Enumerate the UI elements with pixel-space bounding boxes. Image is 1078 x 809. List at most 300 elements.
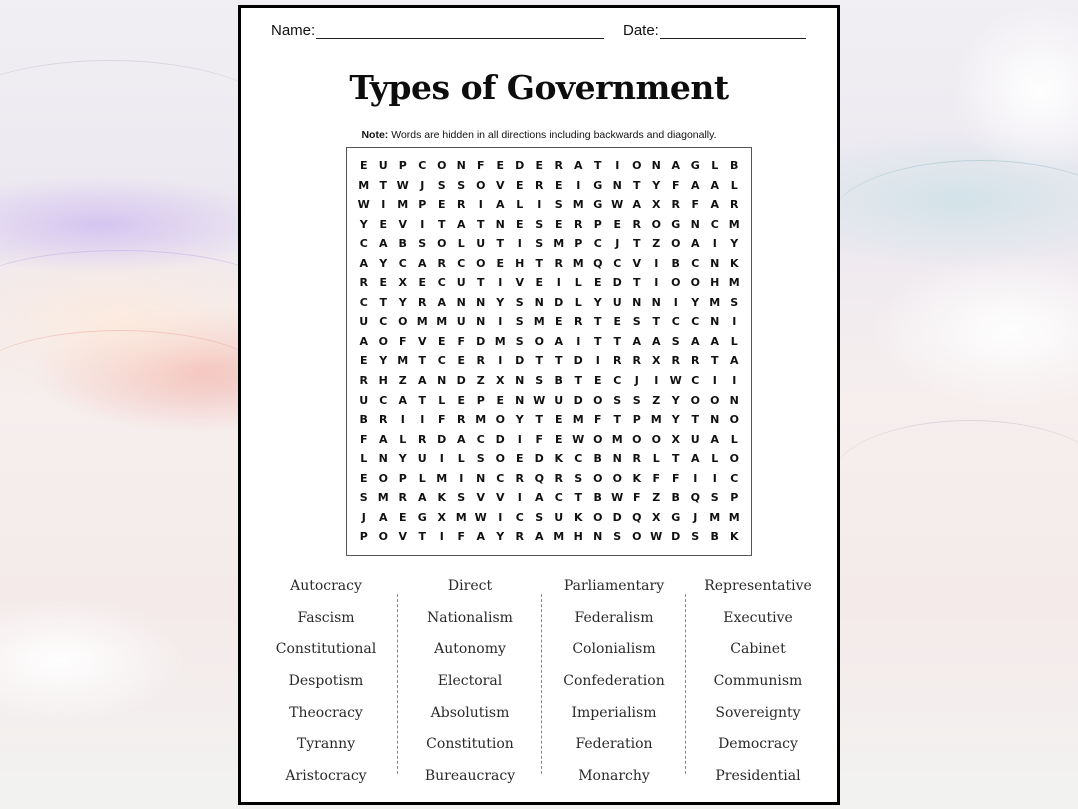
grid-letter[interactable]: D	[534, 452, 544, 466]
grid-letter[interactable]: I	[498, 510, 503, 524]
grid-letter[interactable]: T	[476, 276, 485, 290]
grid-letter[interactable]: X	[652, 198, 661, 212]
grid-letter[interactable]: I	[498, 276, 503, 290]
grid-letter[interactable]: E	[398, 510, 407, 524]
grid-letter[interactable]: F	[593, 413, 602, 427]
grid-letter[interactable]: G	[593, 178, 603, 192]
grid-letter[interactable]: F	[457, 530, 465, 544]
grid-letter[interactable]: S	[554, 198, 563, 212]
grid-letter[interactable]: X	[652, 354, 661, 368]
grid-letter[interactable]: F	[652, 471, 660, 485]
grid-letter[interactable]: A	[710, 198, 719, 212]
grid-letter[interactable]: Y	[515, 413, 524, 427]
grid-letter[interactable]: A	[456, 217, 466, 231]
grid-letter[interactable]: G	[690, 159, 700, 172]
grid-letter[interactable]: R	[398, 491, 407, 505]
grid-letter[interactable]: C	[476, 432, 485, 446]
grid-letter[interactable]: S	[671, 334, 680, 348]
grid-letter[interactable]: N	[612, 452, 622, 466]
grid-letter[interactable]: O	[398, 315, 408, 329]
grid-letter[interactable]: O	[593, 510, 603, 524]
grid-letter[interactable]: E	[554, 217, 563, 231]
grid-letter[interactable]: F	[671, 178, 680, 192]
grid-letter[interactable]: G	[671, 217, 681, 231]
grid-letter[interactable]: I	[439, 452, 444, 466]
grid-letter[interactable]: X	[398, 276, 407, 290]
grid-letter[interactable]: C	[457, 256, 466, 270]
grid-letter[interactable]: N	[632, 295, 642, 309]
grid-letter[interactable]: O	[476, 178, 486, 192]
grid-letter[interactable]: I	[712, 237, 717, 251]
grid-letter[interactable]: D	[456, 374, 466, 388]
grid-letter[interactable]: T	[671, 452, 680, 466]
grid-letter[interactable]: Z	[652, 393, 661, 407]
grid-letter[interactable]: S	[515, 334, 524, 348]
grid-letter[interactable]: L	[730, 432, 738, 446]
grid-letter[interactable]: A	[417, 256, 427, 270]
grid-letter[interactable]: I	[439, 530, 444, 544]
grid-letter[interactable]: H	[573, 530, 583, 544]
grid-letter[interactable]: I	[498, 354, 503, 368]
grid-letter[interactable]: B	[554, 374, 563, 388]
grid-letter[interactable]: T	[593, 334, 602, 348]
grid-letter[interactable]: K	[632, 471, 642, 485]
grid-letter[interactable]: F	[437, 413, 446, 427]
grid-letter[interactable]: R	[437, 256, 446, 270]
grid-letter[interactable]: R	[515, 471, 524, 485]
grid-letter[interactable]: R	[574, 315, 583, 329]
grid-letter[interactable]: A	[710, 178, 719, 192]
grid-letter[interactable]: N	[612, 178, 622, 192]
grid-letter[interactable]: R	[359, 276, 368, 290]
grid-letter[interactable]: W	[669, 374, 682, 388]
grid-letter[interactable]: E	[554, 432, 563, 446]
grid-letter[interactable]: O	[378, 471, 388, 485]
grid-letter[interactable]: C	[710, 217, 719, 231]
grid-letter[interactable]: S	[418, 237, 427, 251]
grid-letter[interactable]: E	[593, 374, 602, 388]
grid-letter[interactable]: A	[671, 159, 680, 172]
grid-letter[interactable]: S	[457, 491, 466, 505]
grid-letter[interactable]: M	[572, 198, 584, 212]
grid-letter[interactable]: C	[554, 491, 563, 505]
grid-letter[interactable]: H	[515, 256, 525, 270]
grid-letter[interactable]: T	[710, 354, 719, 368]
grid-letter[interactable]: C	[613, 256, 622, 270]
grid-letter[interactable]: C	[613, 374, 622, 388]
date-blank-line[interactable]	[660, 22, 806, 39]
grid-letter[interactable]: A	[690, 452, 700, 466]
grid-letter[interactable]: A	[359, 334, 368, 348]
grid-letter[interactable]: P	[359, 530, 368, 544]
grid-letter[interactable]: F	[671, 471, 680, 485]
grid-letter[interactable]: T	[535, 413, 543, 427]
grid-letter[interactable]: I	[654, 374, 659, 388]
grid-letter[interactable]: R	[574, 217, 583, 231]
grid-letter[interactable]: I	[576, 334, 581, 348]
grid-letter[interactable]: Q	[632, 510, 642, 524]
grid-letter[interactable]: C	[593, 237, 602, 251]
grid-letter[interactable]: O	[378, 530, 388, 544]
date-field[interactable]	[623, 22, 806, 39]
grid-letter[interactable]: C	[691, 374, 700, 388]
grid-letter[interactable]: T	[593, 315, 602, 329]
grid-letter[interactable]: J	[693, 510, 698, 524]
grid-letter[interactable]: S	[691, 530, 700, 544]
grid-letter[interactable]: F	[359, 432, 368, 446]
grid-letter[interactable]: U	[456, 276, 466, 290]
grid-letter[interactable]: T	[632, 178, 641, 192]
grid-letter[interactable]: E	[593, 276, 602, 290]
grid-letter[interactable]: M	[709, 510, 721, 524]
grid-letter[interactable]: Y	[496, 295, 505, 309]
grid-letter[interactable]: M	[397, 198, 409, 212]
grid-letter[interactable]: L	[360, 452, 368, 466]
grid-letter[interactable]: U	[359, 315, 369, 329]
grid-letter[interactable]: A	[495, 198, 505, 212]
grid-letter[interactable]: G	[593, 198, 603, 212]
grid-letter[interactable]: I	[654, 256, 659, 270]
grid-letter[interactable]: T	[379, 295, 387, 309]
grid-letter[interactable]: K	[729, 256, 739, 270]
grid-letter[interactable]: I	[615, 159, 620, 172]
grid-letter[interactable]: C	[691, 256, 700, 270]
grid-letter[interactable]: U	[612, 295, 622, 309]
grid-letter[interactable]: I	[732, 315, 737, 329]
grid-letter[interactable]: M	[650, 413, 662, 427]
grid-letter[interactable]: F	[457, 334, 465, 348]
grid-letter[interactable]: J	[634, 374, 639, 388]
grid-letter[interactable]: N	[515, 374, 525, 388]
grid-letter[interactable]: T	[418, 393, 426, 407]
grid-letter[interactable]: Q	[593, 256, 603, 270]
grid-letter[interactable]: W	[357, 198, 370, 212]
grid-letter[interactable]: Z	[652, 491, 661, 505]
grid-letter[interactable]: M	[553, 237, 565, 251]
grid-letter[interactable]: T	[496, 237, 504, 251]
grid-letter[interactable]: K	[437, 491, 447, 505]
grid-letter[interactable]: Y	[398, 295, 407, 309]
grid-letter[interactable]: S	[574, 471, 583, 485]
grid-letter[interactable]: L	[438, 393, 446, 407]
grid-letter[interactable]: N	[651, 159, 661, 172]
grid-letter[interactable]: P	[730, 491, 739, 505]
grid-letter[interactable]: B	[710, 530, 719, 544]
grid-letter[interactable]: M	[728, 276, 740, 290]
grid-letter[interactable]: C	[437, 276, 446, 290]
grid-letter[interactable]: Y	[379, 354, 388, 368]
grid-letter[interactable]: W	[396, 178, 409, 192]
grid-letter[interactable]: T	[418, 354, 426, 368]
grid-letter[interactable]: A	[437, 295, 446, 309]
grid-letter[interactable]: N	[710, 413, 720, 427]
grid-letter[interactable]: C	[671, 315, 680, 329]
grid-letter[interactable]: B	[398, 237, 407, 251]
grid-letter[interactable]: R	[379, 413, 388, 427]
grid-letter[interactable]: Q	[534, 471, 544, 485]
grid-letter[interactable]: D	[476, 334, 486, 348]
grid-letter[interactable]: M	[397, 354, 409, 368]
grid-letter[interactable]: N	[476, 471, 486, 485]
grid-letter[interactable]: R	[632, 217, 641, 231]
grid-letter[interactable]: M	[416, 315, 428, 329]
grid-letter[interactable]: T	[691, 413, 699, 427]
grid-letter[interactable]: S	[613, 530, 622, 544]
grid-letter[interactable]: C	[496, 471, 505, 485]
grid-letter[interactable]: T	[632, 237, 641, 251]
grid-letter[interactable]: I	[712, 374, 717, 388]
grid-letter[interactable]: M	[494, 334, 506, 348]
grid-letter[interactable]: N	[710, 315, 720, 329]
grid-letter[interactable]: E	[437, 334, 446, 348]
grid-letter[interactable]: M	[572, 413, 584, 427]
grid-letter[interactable]: N	[456, 159, 466, 172]
grid-letter[interactable]: A	[690, 178, 700, 192]
grid-letter[interactable]: V	[632, 256, 641, 270]
grid-letter[interactable]: Q	[690, 491, 700, 505]
grid-letter[interactable]: O	[690, 276, 700, 290]
grid-letter[interactable]: L	[516, 198, 524, 212]
grid-letter[interactable]: X	[671, 432, 680, 446]
grid-letter[interactable]: A	[690, 237, 700, 251]
grid-letter[interactable]: C	[574, 452, 583, 466]
grid-letter[interactable]: I	[556, 276, 561, 290]
grid-letter[interactable]: S	[515, 295, 524, 309]
grid-letter[interactable]: M	[572, 256, 584, 270]
grid-letter[interactable]: W	[572, 432, 585, 446]
grid-letter[interactable]: M	[728, 217, 740, 231]
grid-letter[interactable]: T	[554, 354, 563, 368]
grid-letter[interactable]: R	[457, 198, 466, 212]
grid-letter[interactable]: L	[574, 276, 582, 290]
grid-letter[interactable]: T	[418, 530, 426, 544]
grid-letter[interactable]: X	[496, 374, 505, 388]
grid-letter[interactable]: I	[517, 491, 522, 505]
grid-letter[interactable]: E	[457, 393, 465, 407]
grid-letter[interactable]: V	[495, 178, 505, 192]
grid-letter[interactable]: O	[593, 432, 603, 446]
grid-letter[interactable]: Y	[730, 237, 739, 251]
grid-letter[interactable]: R	[554, 256, 563, 270]
grid-letter[interactable]: L	[399, 432, 407, 446]
grid-letter[interactable]: S	[730, 295, 739, 309]
grid-letter[interactable]: S	[632, 393, 641, 407]
grid-letter[interactable]: O	[671, 276, 681, 290]
grid-letter[interactable]: I	[517, 432, 522, 446]
grid-letter[interactable]: S	[535, 237, 544, 251]
grid-letter[interactable]: E	[515, 452, 524, 466]
grid-letter[interactable]: V	[495, 491, 505, 505]
grid-letter[interactable]: Z	[398, 374, 407, 388]
grid-letter[interactable]: S	[535, 374, 544, 388]
grid-letter[interactable]: A	[651, 334, 661, 348]
grid-letter[interactable]: L	[730, 334, 738, 348]
grid-letter[interactable]: N	[710, 256, 720, 270]
grid-letter[interactable]: U	[378, 159, 388, 172]
grid-letter[interactable]: F	[535, 432, 543, 446]
grid-letter[interactable]: E	[535, 159, 543, 172]
grid-letter[interactable]: M	[611, 432, 623, 446]
grid-letter[interactable]: I	[478, 198, 483, 212]
grid-letter[interactable]: S	[613, 393, 622, 407]
grid-letter[interactable]: M	[377, 491, 389, 505]
grid-letter[interactable]: O	[710, 393, 720, 407]
grid-letter[interactable]: E	[515, 217, 524, 231]
grid-letter[interactable]: I	[732, 374, 737, 388]
grid-letter[interactable]: S	[632, 315, 641, 329]
grid-letter[interactable]: E	[554, 178, 563, 192]
grid-letter[interactable]: M	[533, 315, 545, 329]
grid-letter[interactable]: N	[456, 295, 466, 309]
grid-letter[interactable]: E	[418, 276, 426, 290]
grid-letter[interactable]: R	[671, 354, 680, 368]
grid-letter[interactable]: O	[378, 334, 388, 348]
grid-letter[interactable]: T	[535, 354, 543, 368]
grid-letter[interactable]: N	[593, 530, 603, 544]
grid-letter[interactable]: D	[515, 354, 525, 368]
grid-letter[interactable]: W	[474, 510, 487, 524]
grid-letter[interactable]: N	[378, 452, 388, 466]
grid-letter[interactable]: X	[437, 510, 446, 524]
grid-letter[interactable]: V	[398, 217, 407, 231]
grid-letter[interactable]: E	[613, 315, 621, 329]
grid-letter[interactable]: D	[437, 432, 447, 446]
grid-letter[interactable]: C	[398, 256, 407, 270]
grid-letter[interactable]: R	[535, 178, 544, 192]
grid-letter[interactable]: C	[379, 315, 388, 329]
grid-letter[interactable]: A	[534, 530, 544, 544]
grid-letter[interactable]: A	[632, 334, 641, 348]
grid-letter[interactable]: A	[573, 159, 583, 172]
grid-letter[interactable]: S	[515, 315, 524, 329]
grid-letter[interactable]: E	[359, 354, 368, 368]
grid-letter[interactable]: O	[593, 471, 603, 485]
grid-letter[interactable]: O	[612, 471, 622, 485]
grid-letter[interactable]: E	[379, 217, 387, 231]
grid-letter[interactable]: L	[574, 295, 582, 309]
grid-letter[interactable]: A	[632, 198, 641, 212]
grid-letter[interactable]: M	[358, 178, 370, 192]
grid-letter[interactable]: R	[632, 354, 641, 368]
grid-letter[interactable]: I	[537, 198, 542, 212]
grid-letter[interactable]: Y	[496, 530, 505, 544]
grid-letter[interactable]: F	[398, 334, 407, 348]
grid-letter[interactable]: U	[359, 393, 369, 407]
grid-letter[interactable]: S	[476, 452, 485, 466]
grid-letter[interactable]: V	[476, 491, 485, 505]
grid-letter[interactable]: S	[359, 491, 368, 505]
grid-letter[interactable]: L	[711, 452, 719, 466]
grid-letter[interactable]: T	[535, 256, 543, 270]
grid-letter[interactable]: W	[650, 530, 663, 544]
grid-letter[interactable]: M	[436, 315, 448, 329]
grid-letter[interactable]: T	[574, 374, 582, 388]
grid-letter[interactable]: Y	[671, 413, 680, 427]
grid-letter[interactable]: I	[498, 315, 503, 329]
grid-letter[interactable]: M	[709, 295, 721, 309]
grid-letter[interactable]: T	[574, 491, 582, 505]
grid-letter[interactable]: J	[361, 510, 366, 524]
grid-letter[interactable]: B	[671, 491, 680, 505]
grid-letter[interactable]: O	[495, 452, 505, 466]
grid-letter[interactable]: I	[420, 217, 425, 231]
grid-letter[interactable]: A	[398, 393, 407, 407]
grid-letter[interactable]: A	[710, 334, 719, 348]
grid-letter[interactable]: T	[476, 217, 485, 231]
grid-letter[interactable]: Z	[476, 374, 485, 388]
name-field[interactable]	[271, 22, 604, 39]
grid-letter[interactable]: O	[495, 413, 505, 427]
grid-letter[interactable]: R	[457, 413, 466, 427]
grid-letter[interactable]: E	[496, 256, 504, 270]
grid-letter[interactable]: D	[573, 393, 583, 407]
grid-letter[interactable]: N	[437, 374, 447, 388]
grid-letter[interactable]: I	[712, 471, 717, 485]
grid-letter[interactable]: U	[476, 237, 486, 251]
grid-letter[interactable]: J	[420, 178, 425, 192]
grid-letter[interactable]: E	[613, 217, 621, 231]
grid-letter[interactable]: E	[554, 413, 563, 427]
grid-letter[interactable]: D	[573, 354, 583, 368]
grid-letter[interactable]: N	[729, 393, 739, 407]
grid-letter[interactable]: C	[691, 315, 700, 329]
grid-letter[interactable]: V	[398, 530, 407, 544]
grid-letter[interactable]: O	[437, 159, 447, 172]
grid-letter[interactable]: R	[632, 452, 641, 466]
grid-letter[interactable]: P	[476, 393, 485, 407]
grid-letter[interactable]: P	[574, 237, 583, 251]
grid-letter[interactable]: L	[730, 178, 738, 192]
grid-letter[interactable]: O	[729, 413, 739, 427]
grid-letter[interactable]: T	[632, 276, 641, 290]
grid-letter[interactable]: B	[359, 413, 368, 427]
grid-letter[interactable]: Y	[593, 295, 602, 309]
grid-letter[interactable]: Y	[359, 217, 368, 231]
grid-letter[interactable]: K	[573, 510, 583, 524]
grid-letter[interactable]: D	[554, 295, 564, 309]
grid-letter[interactable]: C	[359, 237, 368, 251]
grid-letter[interactable]: W	[533, 393, 546, 407]
grid-letter[interactable]: R	[418, 295, 427, 309]
grid-letter[interactable]: Y	[671, 393, 680, 407]
grid-letter[interactable]: L	[457, 237, 465, 251]
grid-letter[interactable]: H	[378, 374, 388, 388]
grid-letter[interactable]: J	[615, 237, 620, 251]
grid-letter[interactable]: U	[554, 393, 564, 407]
grid-letter[interactable]: K	[729, 530, 739, 544]
grid-letter[interactable]: A	[378, 237, 388, 251]
grid-letter[interactable]: C	[437, 354, 446, 368]
grid-letter[interactable]: C	[418, 159, 427, 172]
grid-letter[interactable]: E	[379, 276, 387, 290]
grid-letter[interactable]: D	[671, 530, 681, 544]
grid-letter[interactable]: C	[730, 471, 739, 485]
grid-letter[interactable]: G	[671, 510, 681, 524]
grid-letter[interactable]: L	[711, 159, 719, 172]
grid-letter[interactable]: N	[534, 295, 544, 309]
grid-letter[interactable]: T	[613, 413, 621, 427]
grid-letter[interactable]: O	[651, 217, 661, 231]
grid-letter[interactable]: P	[398, 471, 407, 485]
grid-letter[interactable]: Y	[379, 256, 388, 270]
grid-letter[interactable]: I	[673, 295, 678, 309]
grid-letter[interactable]: D	[612, 276, 622, 290]
grid-letter[interactable]: O	[651, 432, 661, 446]
grid-letter[interactable]: R	[730, 198, 739, 212]
grid-letter[interactable]: O	[632, 432, 642, 446]
grid-letter[interactable]: B	[593, 491, 602, 505]
grid-letter[interactable]: R	[671, 198, 680, 212]
